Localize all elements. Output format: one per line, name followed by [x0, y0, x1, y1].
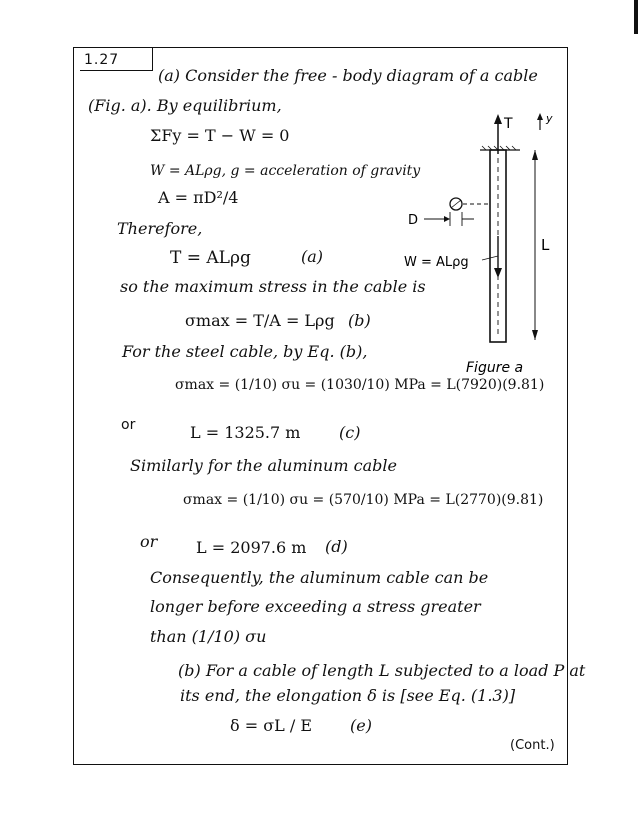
equation-tag-c: (c) [339, 423, 361, 442]
equation-weight: W = ALρg, g = acceleration of gravity [150, 163, 421, 179]
equation-aluminum: σmax = (1/10) σu = (570/10) MPa = L(2770)(9.81) [183, 492, 544, 508]
text-therefore: Therefore, [117, 219, 203, 238]
tension-label: T [504, 116, 513, 132]
weight-arrowhead [494, 268, 502, 278]
diameter-arrowhead [444, 216, 450, 222]
text-part-b-2: its end, the elongation δ is [see Eq. (1.3)] [180, 686, 516, 705]
text-line-1: (a) Consider the free - body diagram of a cable [158, 66, 538, 85]
length-arrowhead-bottom [532, 330, 538, 340]
text-line-2: (Fig. a). By equilibrium, [88, 96, 282, 115]
equation-area: A = πD²/4 [158, 188, 239, 207]
free-body-diagram [390, 108, 560, 378]
page-edge-mark [634, 0, 638, 34]
equation-tension: T = ALρg [170, 248, 251, 268]
cross-section-hatch [451, 200, 461, 208]
equation-tag-a: (a) [301, 247, 324, 266]
equation-steel: σmax = (1/10) σu = (1030/10) MPa = L(7920)(9.81) [175, 377, 545, 393]
text-conclusion-3: than (1/10) σu [150, 627, 267, 646]
tension-arrowhead [494, 114, 502, 124]
weight-label: W = ALρg [404, 255, 469, 270]
result-aluminum-length: L = 2097.6 m [196, 538, 307, 557]
text-steel-cable: For the steel cable, by Eq. (b), [122, 342, 368, 361]
equation-tag-e: (e) [350, 716, 372, 735]
equation-tag-d: (d) [325, 537, 348, 556]
length-label: L [541, 236, 550, 254]
y-axis-arrowhead [537, 113, 543, 120]
equation-elongation: δ = σL / E [230, 716, 312, 735]
text-or-2: or [140, 532, 158, 551]
length-arrowhead-top [532, 150, 538, 160]
equation-tag-b: (b) [348, 311, 371, 330]
text-aluminum-cable: Similarly for the aluminum cable [130, 456, 397, 475]
y-axis-label: y [546, 112, 553, 125]
text-max-stress: so the maximum stress in the cable is [120, 277, 426, 296]
diameter-label: D [408, 213, 419, 228]
text-continued: (Cont.) [510, 738, 555, 753]
figure-caption: Figure a [466, 360, 524, 376]
problem-number: 1.27 [84, 52, 120, 68]
equation-sum-forces: ΣFy = T − W = 0 [150, 126, 290, 145]
result-steel-length: L = 1325.7 m [190, 423, 301, 442]
text-conclusion-2: longer before exceeding a stress greater [150, 597, 481, 616]
text-part-b-1: (b) For a cable of length L subjected to a load P at [178, 661, 586, 680]
text-or-1: or [121, 417, 136, 433]
text-conclusion-1: Consequently, the aluminum cable can be [150, 568, 489, 587]
equation-max-stress: σmax = T/A = Lρg [185, 311, 335, 330]
